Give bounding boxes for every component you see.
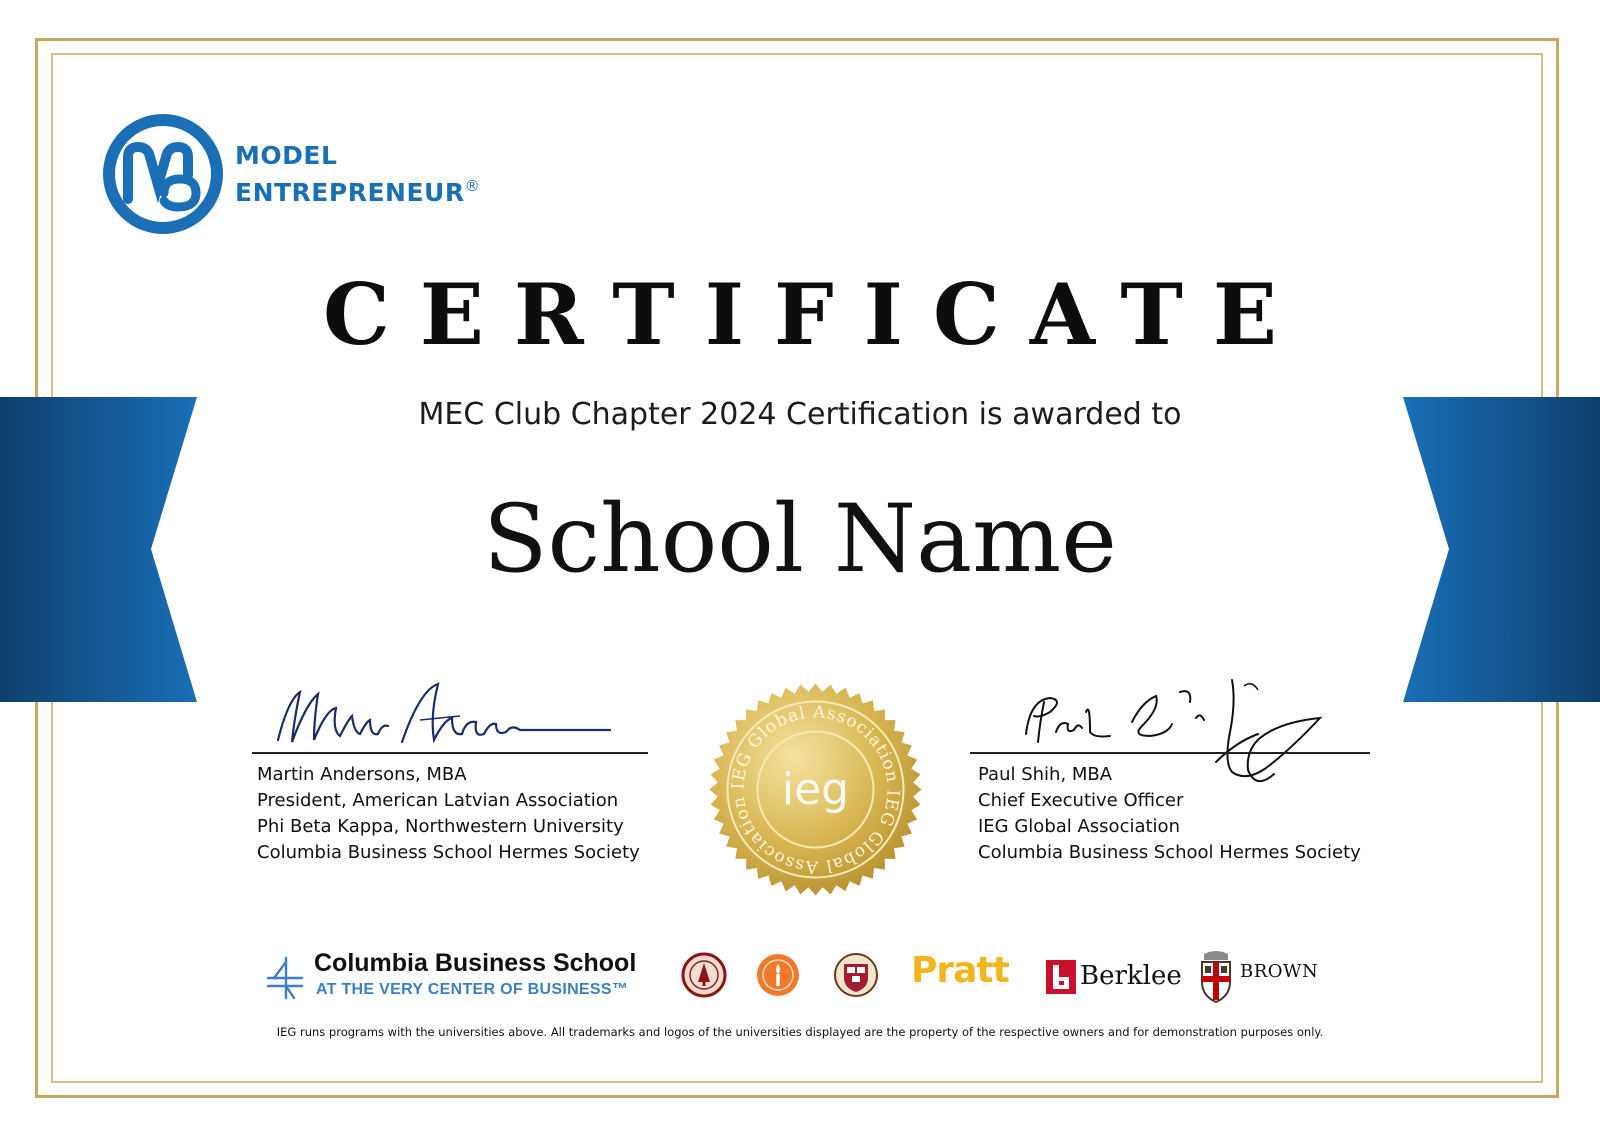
brand-wordmark [235,141,480,208]
right-signature-line [970,752,1370,754]
model-entrepreneur-mark-icon [102,113,224,235]
recipient-name: School Name [483,485,1117,594]
cbs-tagline: AT THE VERY CENTER OF BUSINESS™ [316,981,629,998]
seal-ring-text-2: IEG Global Association [728,789,903,877]
right-signatory-org: IEG Global Association [978,816,1180,837]
seal-center-text: ieg [781,764,850,815]
cbs-name: Columbia Business School [314,949,637,977]
left-signatory-name: Martin Andersons, MBA [257,764,467,785]
partner-logos [260,948,1340,1018]
left-signatory-details [257,762,640,866]
right-signatory-society: Columbia Business School Hermes Society [978,842,1361,863]
brown-shield-icon [1198,948,1234,1004]
brand-line-2: ENTREPRENEUR [235,178,465,207]
certificate-title: CERTIFICATE [323,265,1307,364]
registered-mark: ® [464,177,481,195]
brown-wordmark: BROWN [1240,961,1319,982]
right-signatory-title: Chief Executive Officer [978,790,1184,811]
seal-ring-text: IEG Global Association [728,702,903,790]
harvard-shield-icon [833,952,879,998]
certificate-subtitle: MEC Club Chapter 2024 Certification is awarded to [418,397,1182,432]
right-signatory-name: Paul Shih, MBA [978,764,1113,785]
left-signatory-title: President, American Latvian Association [257,790,619,811]
stanford-seal-icon [681,952,727,998]
syracuse-seal-icon [755,952,801,998]
ieg-gold-seal [708,682,923,897]
right-signatory-details [978,762,1361,866]
trademark-disclaimer: IEG runs programs with the universities above. All trademarks and logos of the universities displayed are the property of the respective owners and for demonstration purposes only. [276,1025,1324,1039]
columbia-business-school-logo [260,948,650,1008]
left-signatory-society: Columbia Business School Hermes Society [257,842,640,863]
columbia-crown-icon [264,954,306,1002]
brand-line-1: MODEL [235,141,338,170]
left-signature-image [270,680,620,755]
berklee-mark-icon [1046,960,1076,994]
left-signatory-honor: Phi Beta Kappa, Northwestern University [257,816,624,837]
model-entrepreneur-logo [102,113,522,243]
pratt-logo: Pratt [911,950,1009,991]
berklee-wordmark: Berklee [1080,961,1182,991]
left-signature-line [252,752,648,754]
